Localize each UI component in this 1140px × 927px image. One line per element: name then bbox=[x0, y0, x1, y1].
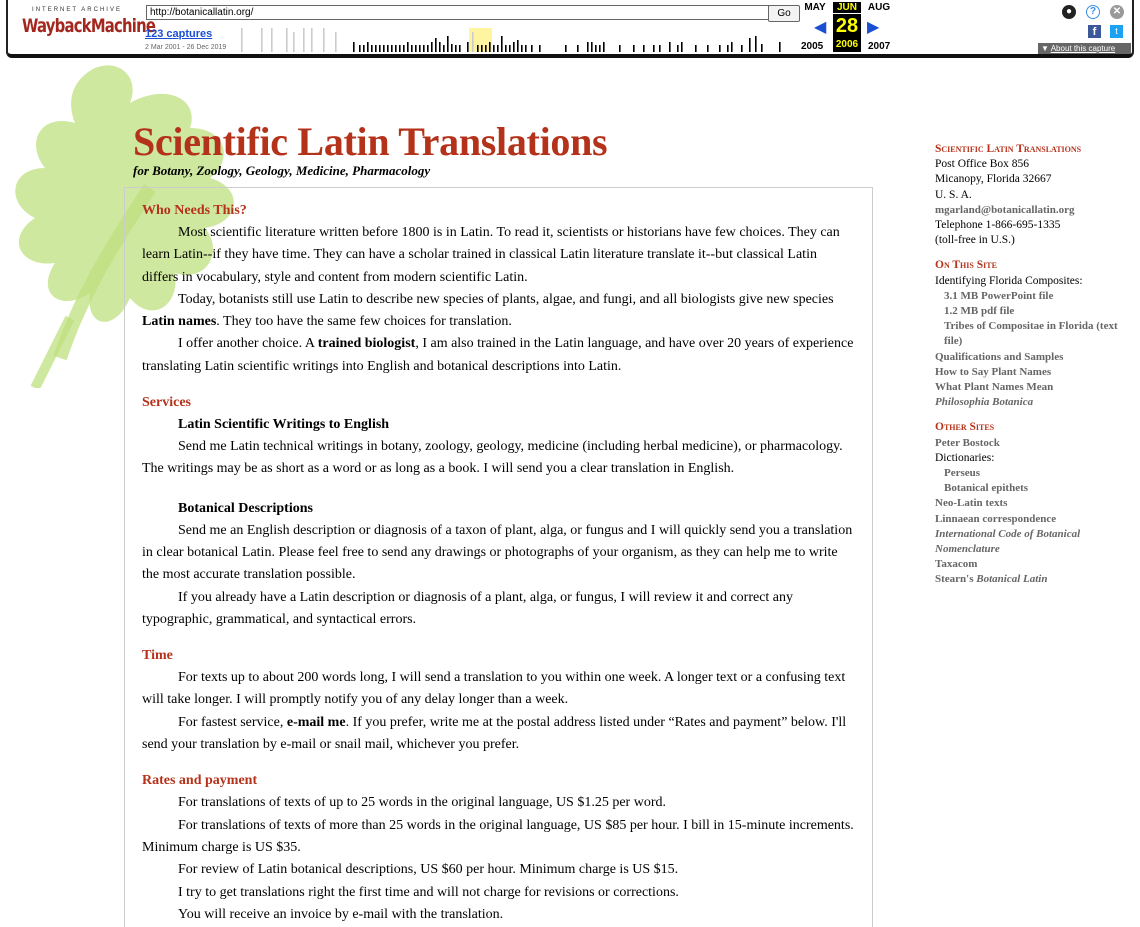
pdf-link[interactable]: 1.2 MB pdf file bbox=[944, 305, 1015, 318]
capture-tick bbox=[595, 45, 597, 52]
capture-tick bbox=[485, 45, 487, 52]
capture-tick bbox=[423, 45, 425, 52]
phone-note: (toll-free in U.S.) bbox=[935, 234, 1015, 247]
plant-names-mean-link[interactable]: What Plant Names Mean bbox=[935, 381, 1054, 394]
trained-biologist-text: trained biologist bbox=[317, 336, 416, 352]
capture-tick bbox=[707, 45, 709, 52]
capture-tick bbox=[367, 42, 369, 52]
capture-tick bbox=[435, 38, 437, 52]
who-paragraph-1: Most scientific literature written before 1800 is in Latin. To read it, scientists or historians have few choices. They can learn Latin--if they have time. They can have a scholar trained in classical Latin literature translate it--but classical Latin differs in vocabulary, style and content from modern scientific Latin. bbox=[142, 225, 840, 285]
capture-tick bbox=[513, 42, 515, 52]
time-p2-text-a: For fastest service, bbox=[178, 714, 287, 730]
facebook-icon[interactable]: f bbox=[1088, 25, 1101, 38]
capture-tick bbox=[431, 42, 433, 52]
capture-tick bbox=[286, 28, 288, 52]
neolatin-link[interactable]: Neo-Latin texts bbox=[935, 497, 1008, 510]
capture-tick bbox=[311, 28, 313, 52]
capture-tick bbox=[619, 45, 621, 52]
rates-paragraph-5: You will receive an invoice by e-mail with the translation. bbox=[178, 906, 504, 922]
capture-tick bbox=[761, 44, 763, 52]
tribes-link[interactable]: Tribes of Compositae in Florida (text file) bbox=[944, 320, 1118, 348]
latin-names-text: Latin names bbox=[142, 314, 217, 330]
page-title: Scientific Latin Translations bbox=[133, 119, 608, 164]
services-paragraph-3: If you already have a Latin description or diagnosis of a plant, alga, or fungus, I will review it and correct any typographic, grammatical, and syntactical errors. bbox=[142, 589, 794, 627]
user-icon[interactable]: ● bbox=[1062, 5, 1076, 19]
time-p2-text-c: . If you prefer, write me at the postal address listed under “Rates and payment” below. I'll send your translation by e-mail or snail mail, whichever you prefer. bbox=[142, 714, 847, 753]
year-current: 2006 bbox=[833, 38, 861, 52]
capture-tick bbox=[403, 45, 405, 52]
say-plant-names-link[interactable]: How to Say Plant Names bbox=[935, 365, 1052, 378]
capture-tick bbox=[443, 45, 445, 52]
capture-tick bbox=[565, 45, 567, 52]
capture-tick bbox=[509, 45, 511, 52]
capture-tick bbox=[633, 45, 635, 52]
who-p3-text-c: , I am also trained in the Latin language, and have over 20 years of experience translating Latin scientific writings into English and botanical descriptions into Latin. bbox=[142, 336, 854, 374]
captures-link[interactable]: 123 captures bbox=[145, 28, 213, 40]
next-capture-arrow-icon[interactable]: ▶ bbox=[867, 19, 880, 36]
capture-tick bbox=[525, 45, 527, 52]
capture-tick bbox=[391, 45, 393, 52]
capture-tick bbox=[719, 45, 721, 52]
capture-tick bbox=[577, 45, 579, 52]
capture-sparkline[interactable] bbox=[241, 28, 791, 52]
capture-tick bbox=[383, 45, 385, 52]
stearn-text-a: Stearn's bbox=[935, 573, 977, 586]
capture-tick bbox=[653, 45, 655, 52]
epithets-link[interactable]: Botanical epithets bbox=[944, 482, 1029, 495]
help-icon[interactable]: ? bbox=[1086, 5, 1100, 19]
rates-paragraph-2: For translations of texts of more than 25 words in the original language, US $85 per hour. I bill in 15-minute increments. Minimum charge is US $35. bbox=[142, 817, 854, 855]
prev-capture-arrow-icon[interactable]: ◀ bbox=[814, 19, 827, 36]
capture-tick bbox=[749, 38, 751, 52]
time-paragraph-1: For texts up to about 200 words long, I will send a translation to you within one week. A longer text or a confusing text will take longer. I will promptly notify you of any delay longer than a week. bbox=[142, 670, 846, 708]
qualifications-link[interactable]: Qualifications and Samples bbox=[935, 350, 1064, 363]
perseus-link[interactable]: Perseus bbox=[944, 467, 981, 480]
capture-tick bbox=[643, 45, 645, 52]
time-paragraph-2 bbox=[142, 712, 855, 757]
main-content bbox=[124, 187, 873, 927]
capture-tick bbox=[681, 42, 683, 52]
capture-tick bbox=[261, 28, 263, 52]
capture-tick bbox=[399, 45, 401, 52]
url-input[interactable]: http://botanicallatin.org/ bbox=[146, 5, 770, 20]
capture-tick bbox=[493, 45, 495, 52]
bostock-link[interactable]: Peter Bostock bbox=[935, 436, 1000, 449]
stearn-text-b: Botanical Latin bbox=[976, 573, 1048, 586]
services-subheading-1: Latin Scientific Writings to English bbox=[178, 417, 390, 433]
capture-tick bbox=[439, 42, 441, 52]
capture-tick bbox=[587, 42, 589, 52]
month-prev[interactable]: MAY bbox=[804, 2, 826, 13]
capture-tick bbox=[447, 36, 449, 52]
capture-tick bbox=[379, 45, 381, 52]
dictionaries-label: Dictionaries: bbox=[935, 451, 995, 464]
who-paragraph-2 bbox=[142, 289, 855, 334]
phone: Telephone 1-866-695-1335 bbox=[935, 219, 1061, 232]
capture-tick bbox=[497, 45, 499, 52]
capture-tick bbox=[779, 42, 781, 52]
philosophia-link[interactable]: Philosophia Botanica bbox=[935, 396, 1034, 409]
year-next[interactable]: 2007 bbox=[868, 41, 891, 52]
capture-tick bbox=[353, 42, 355, 52]
address-line-3: U. S. A. bbox=[935, 188, 972, 201]
capture-tick bbox=[521, 45, 523, 52]
services-paragraph-2: Send me an English description or diagnosis of a taxon of plant, alga, or fungus and I will quickly send you a translation in clear botanical Latin. Please feel free to send any drawings or photographs of your organism, as they can help me to write the most accurate translation possible. bbox=[142, 522, 853, 583]
capture-tick bbox=[477, 45, 479, 52]
capture-tick bbox=[727, 45, 729, 52]
who-p2-text-a: Today, botanists still use Latin to describe new species of plants, algae, and fungi, and all biologists give new species bbox=[178, 291, 834, 307]
twitter-icon[interactable]: t bbox=[1110, 25, 1123, 38]
stearn-link[interactable] bbox=[935, 572, 1135, 587]
capture-tick bbox=[451, 44, 453, 52]
capture-tick bbox=[375, 45, 377, 52]
capture-tick bbox=[371, 45, 373, 52]
capture-tick bbox=[395, 45, 397, 52]
capture-tick bbox=[501, 36, 503, 52]
capture-tick bbox=[731, 42, 733, 52]
rates-paragraph-4: I try to get translations right the first time and will not charge for revisions or corrections. bbox=[178, 884, 679, 900]
who-p2-text-c: . They too have the same few choices for translation. bbox=[216, 314, 512, 330]
sidebar-contact-heading: Scientific Latin Translations bbox=[935, 143, 1082, 155]
section-heading-rates: Rates and payment bbox=[142, 773, 258, 789]
section-heading-time: Time bbox=[142, 648, 173, 664]
month-current: JUN bbox=[833, 2, 861, 13]
month-next[interactable]: AUG bbox=[867, 2, 891, 13]
capture-tick bbox=[241, 28, 243, 52]
address-line-2: Micanopy, Florida 32667 bbox=[935, 173, 1052, 186]
wayback-logo[interactable] bbox=[22, 7, 156, 47]
capture-tick bbox=[591, 42, 593, 52]
capture-tick bbox=[481, 45, 483, 52]
capture-tick bbox=[539, 45, 541, 52]
icbn-link[interactable]: International Code of Botanical Nomenclature bbox=[935, 527, 1081, 556]
capture-tick bbox=[335, 32, 337, 52]
capture-range: 2 Mar 2001 - 26 Dec 2019 bbox=[145, 44, 227, 51]
capture-tick bbox=[455, 45, 457, 52]
capture-tick bbox=[303, 28, 305, 52]
capture-tick bbox=[755, 36, 757, 52]
capture-tick bbox=[603, 42, 605, 52]
capture-tick bbox=[407, 42, 409, 52]
about-capture-label: About this capture bbox=[1050, 44, 1116, 53]
capture-tick bbox=[323, 28, 325, 52]
capture-tick bbox=[459, 45, 461, 52]
go-button[interactable]: Go bbox=[768, 5, 800, 22]
capture-tick bbox=[419, 45, 421, 52]
capture-tick bbox=[517, 40, 519, 52]
about-capture-button[interactable]: ▼ About this capture bbox=[1038, 43, 1131, 54]
capture-tick bbox=[359, 45, 361, 52]
taxacom-link[interactable]: Taxacom bbox=[935, 558, 978, 571]
wayback-logo-top: INTERNET ARCHIVE bbox=[32, 7, 122, 13]
close-icon[interactable]: ✕ bbox=[1110, 5, 1124, 19]
day-current: 28 bbox=[833, 14, 861, 38]
capture-tick bbox=[599, 45, 601, 52]
capture-tick bbox=[415, 45, 417, 52]
sidebar-other-heading: Other Sites bbox=[935, 421, 995, 434]
year-prev[interactable]: 2005 bbox=[801, 41, 824, 52]
capture-tick bbox=[531, 45, 533, 52]
capture-tick bbox=[505, 45, 507, 52]
capture-tick bbox=[467, 42, 469, 52]
capture-tick bbox=[659, 45, 661, 52]
wayback-logo-main: WaybackMachine bbox=[22, 15, 156, 37]
rates-paragraph-3: For review of Latin botanical descriptions, US $60 per hour. Minimum charge is US $15. bbox=[178, 862, 679, 878]
address-line-1: Post Office Box 856 bbox=[935, 158, 1030, 171]
capture-tick bbox=[293, 32, 295, 52]
capture-tick bbox=[695, 45, 697, 52]
email-link[interactable]: mgarland@botanicallatin.org bbox=[935, 203, 1075, 216]
capture-tick bbox=[387, 45, 389, 52]
services-paragraph-1: Send me Latin technical writings in botany, zoology, geology, medicine (including herbal medicine), or pharmacology. The writings may be as short as a word or as long as a book. I will send you a clear translation in English. bbox=[142, 439, 843, 477]
capture-tick bbox=[677, 45, 679, 52]
capture-tick bbox=[411, 45, 413, 52]
capture-tick bbox=[741, 45, 743, 52]
wayback-toolbar bbox=[6, 0, 1134, 58]
capture-tick bbox=[489, 42, 491, 52]
sidebar bbox=[935, 142, 1135, 588]
capture-tick bbox=[427, 45, 429, 52]
linnaean-link[interactable]: Linnaean correspondence bbox=[935, 512, 1057, 525]
rates-paragraph-1: For translations of texts of up to 25 words in the original language, US $1.25 per word. bbox=[178, 795, 666, 811]
section-heading-who: Who Needs This? bbox=[142, 203, 247, 218]
who-paragraph-3 bbox=[142, 333, 855, 378]
who-p3-text-a: I offer another choice. A bbox=[178, 336, 318, 352]
page-subtitle: for Botany, Zoology, Geology, Medicine, Pharmacology bbox=[133, 163, 431, 178]
capture-tick bbox=[669, 42, 671, 52]
identify-label: Identifying Florida Composites: bbox=[935, 274, 1083, 287]
capture-tick bbox=[271, 28, 273, 52]
ppt-link[interactable]: 3.1 MB PowerPoint file bbox=[944, 289, 1054, 302]
services-subheading-2: Botanical Descriptions bbox=[178, 500, 313, 516]
email-me-link[interactable]: e-mail me bbox=[286, 714, 346, 730]
capture-tick bbox=[472, 32, 474, 52]
sidebar-site-heading: On This Site bbox=[935, 259, 997, 272]
section-heading-services: Services bbox=[142, 395, 191, 411]
capture-tick bbox=[363, 45, 365, 52]
